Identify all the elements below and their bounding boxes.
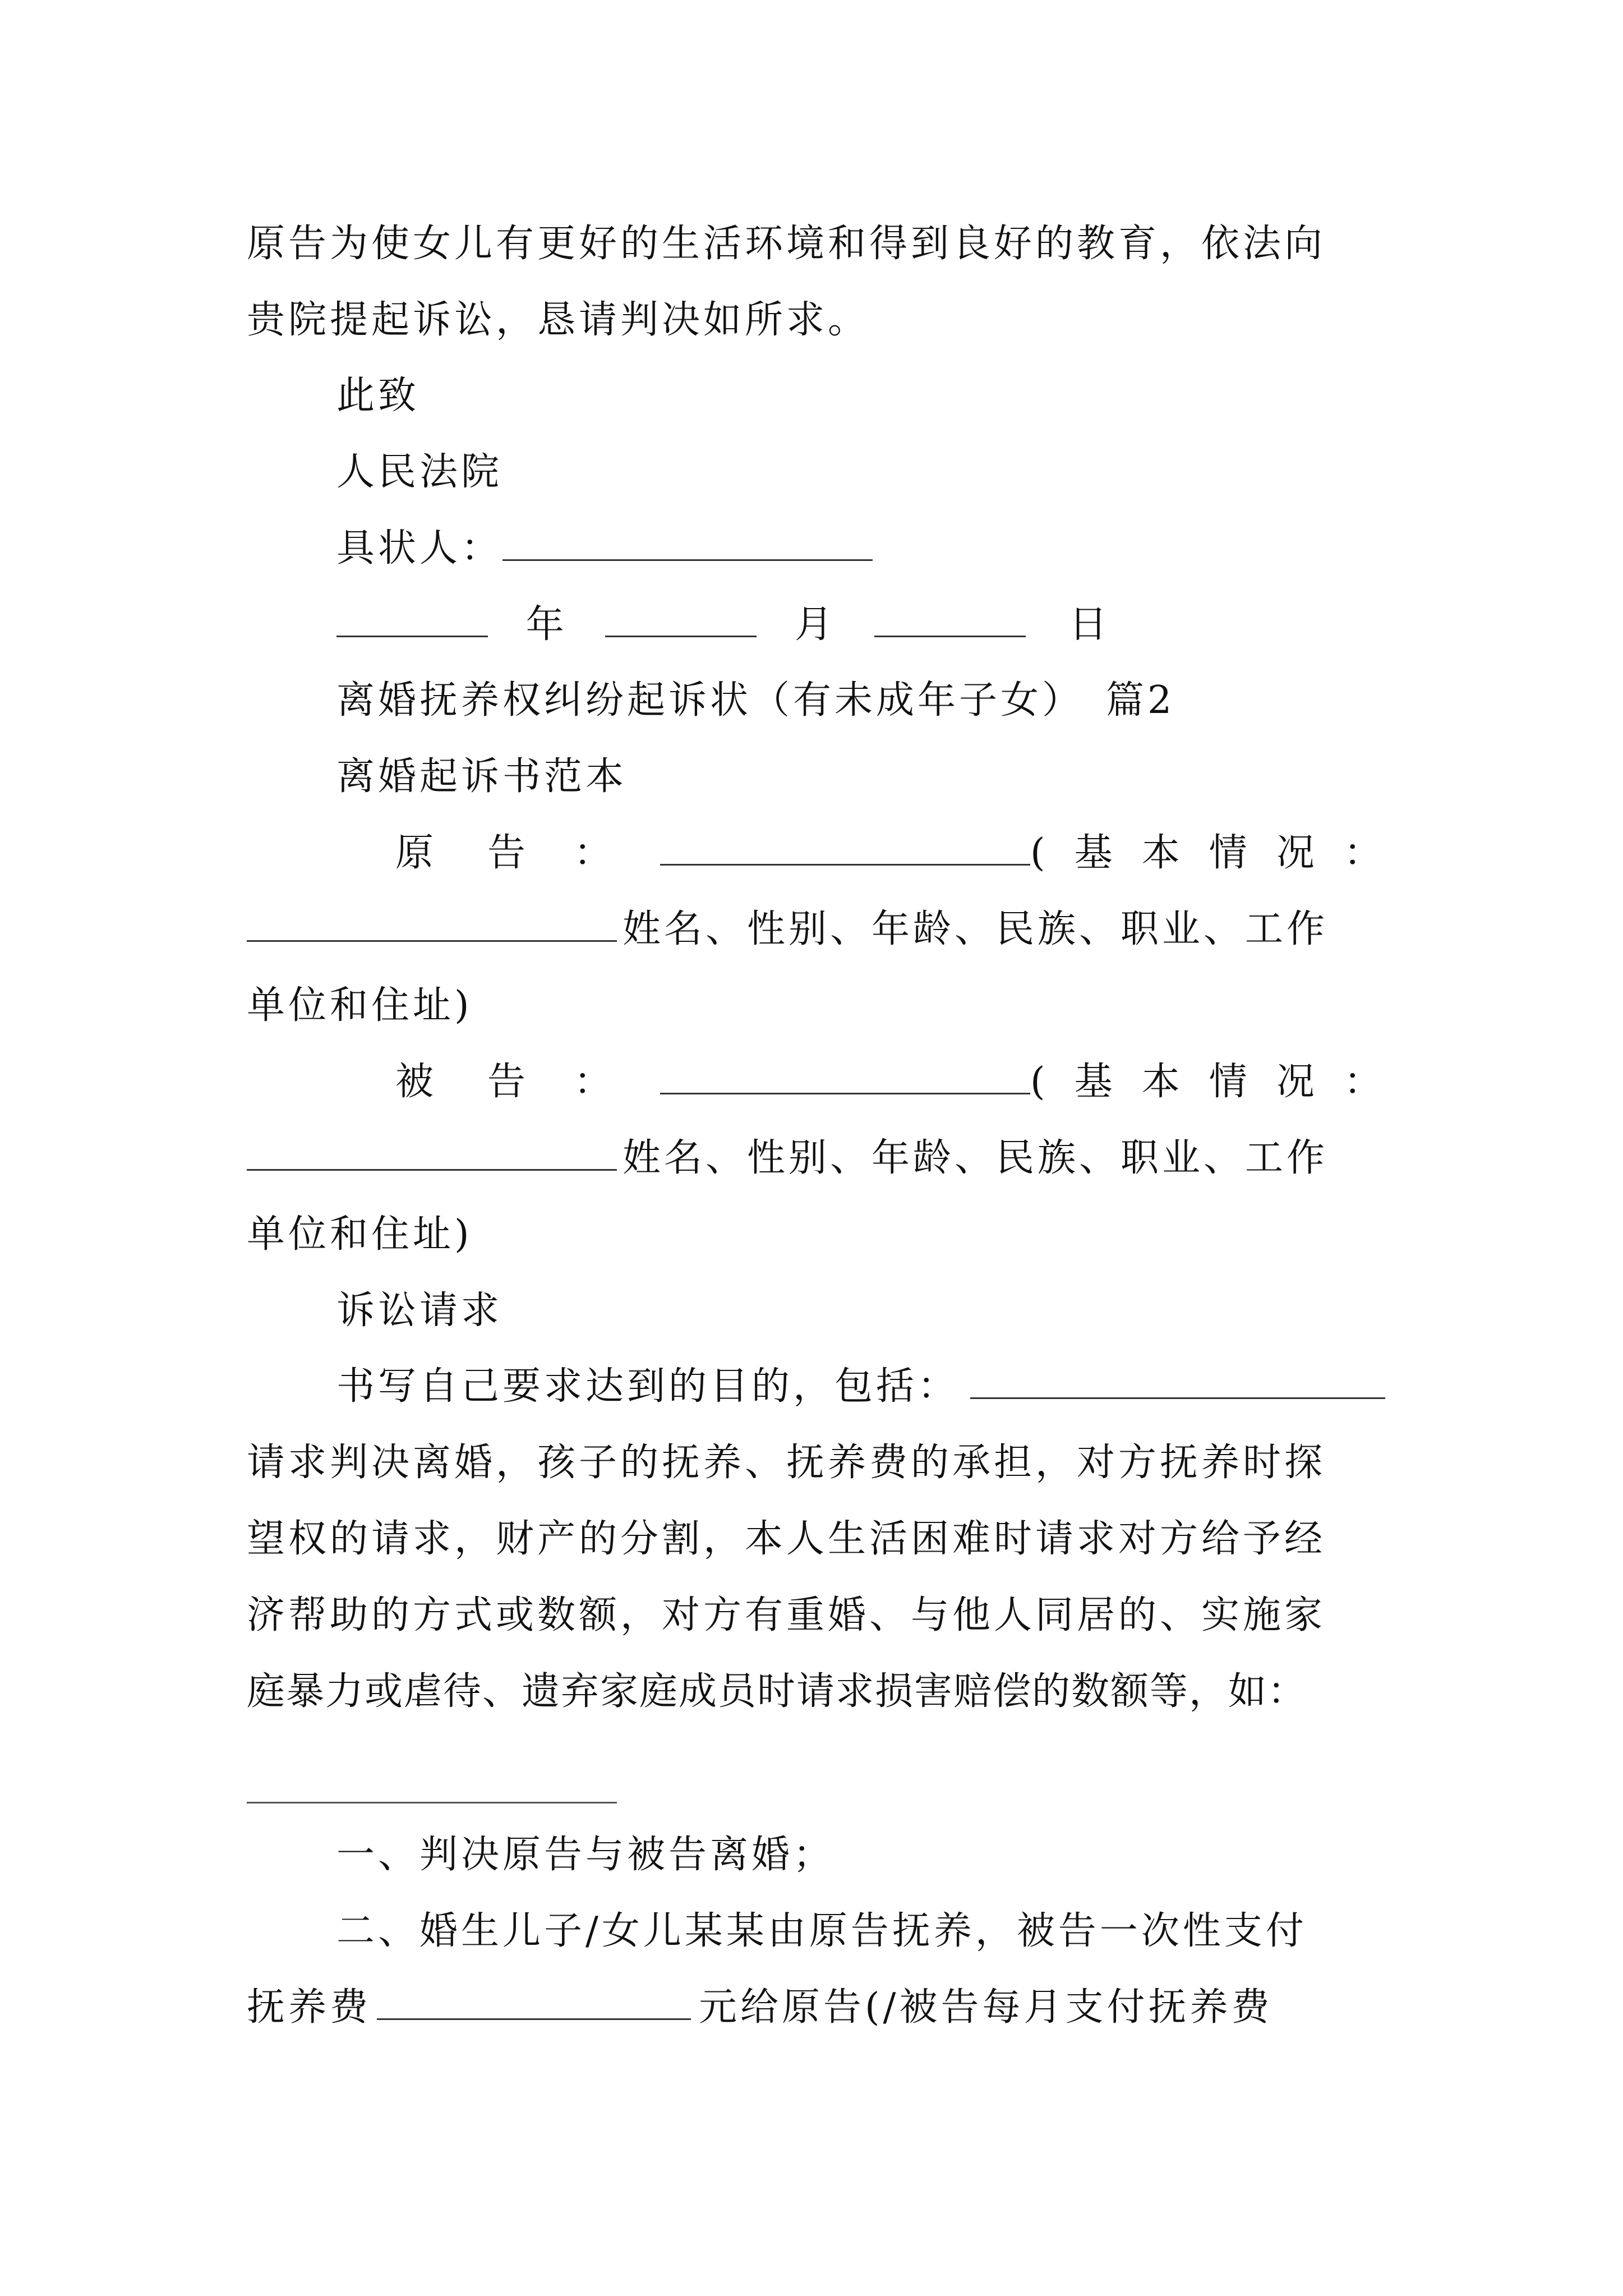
text-line: 贵院提起诉讼，恳请判决如所求。 — [247, 298, 870, 342]
claims-intro-line — [336, 1359, 1385, 1415]
info-char: 况 — [1276, 831, 1318, 875]
month-label: 月 — [794, 602, 836, 647]
defendant-detail-text: 姓名、性别、年龄、民族、职业、工作 — [623, 1136, 1329, 1180]
plaintiff-detail-cont — [247, 978, 1385, 1034]
info-char: 况 — [1276, 1060, 1318, 1104]
claims-line — [247, 1511, 1385, 1567]
day-label: 日 — [1069, 602, 1111, 647]
claims-line — [247, 1588, 1385, 1644]
court-name — [336, 444, 1385, 500]
signer-label: 具状人： — [336, 526, 503, 570]
template-title-text: 离婚起诉书范本 — [336, 754, 628, 799]
defendant-detail-cont — [247, 1207, 1385, 1263]
claim-item-2-cont — [247, 1980, 1385, 2036]
plaintiff-detail — [623, 901, 1385, 958]
plaintiff-line — [395, 825, 1385, 881]
claims-line — [247, 1435, 1385, 1491]
template-title — [336, 749, 1385, 805]
info-char: ： — [1343, 1060, 1385, 1104]
info-char: 本 — [1141, 831, 1183, 875]
claims-intro-blank — [970, 1361, 1385, 1399]
greeting-text: 此致 — [336, 374, 420, 418]
signer-blank — [502, 523, 873, 561]
greeting — [336, 368, 1385, 424]
info-char: 基 — [1074, 831, 1116, 875]
plaintiff-detail-cont-text: 单位和住址) — [247, 983, 473, 1028]
section-title — [336, 673, 1385, 729]
defendant-label-char: ： — [574, 1060, 616, 1104]
claims-text: 庭暴力或虐待、遗弃家庭成员时请求损害赔偿的数额等，如： — [247, 1669, 1307, 1714]
year-label: 年 — [525, 602, 568, 647]
defendant-info — [1030, 1054, 1385, 1110]
blank-rule — [247, 1802, 617, 1803]
claim-item-text: 一、判决原告与被告离婚； — [336, 1833, 835, 1877]
text-line: 原告为使女儿有更好的生活环境和得到良好的教育，依法向 — [247, 222, 1326, 266]
info-char: ( — [1030, 1060, 1049, 1104]
claims-text: 望权的请求，财产的分割，本人生活困难时请求对方给予经 — [247, 1517, 1326, 1561]
plaintiff-label-char: 告 — [487, 831, 529, 875]
claim-item-2 — [336, 1903, 1385, 1959]
month-blank — [605, 600, 757, 637]
day-blank — [874, 600, 1026, 637]
claims-text: 请求判决离婚，孩子的抚养、抚养费的承担，对方抚养时探 — [247, 1441, 1326, 1485]
info-char: 基 — [1074, 1060, 1116, 1104]
defendant-detail — [623, 1130, 1385, 1186]
info-char: ( — [1030, 831, 1049, 875]
plaintiff-detail-text: 姓名、性别、年龄、民族、职业、工作 — [623, 907, 1329, 951]
claim-item-text: 元给原告(/被告每月支付抚养费 — [699, 1985, 1273, 2030]
defendant-blank — [660, 1057, 1030, 1094]
info-char: 本 — [1141, 1060, 1183, 1104]
claims-text: 济帮助的方式或数额，对方有重婚、与他人同居的、实施家 — [247, 1593, 1326, 1637]
paragraph-line — [247, 216, 1385, 272]
claims-heading-text: 诉讼请求 — [336, 1289, 503, 1333]
plaintiff-info — [1030, 825, 1385, 881]
year-blank — [336, 600, 488, 637]
defendant-detail-blank — [247, 1133, 617, 1171]
defendant-label-char: 被 — [395, 1060, 437, 1104]
claim-item-text: 抚养费 — [247, 1985, 372, 2030]
support-fee-blank — [377, 1982, 691, 2020]
plaintiff-label-char: 原 — [395, 831, 437, 875]
plaintiff-detail-blank — [247, 904, 617, 942]
plaintiff-label-char: ： — [574, 831, 616, 875]
info-char: ： — [1343, 831, 1385, 875]
info-char: 情 — [1209, 831, 1251, 875]
claims-heading — [336, 1283, 1385, 1339]
defendant-detail-line — [247, 1130, 1385, 1186]
court-text: 人民法院 — [336, 450, 503, 494]
claims-intro-text: 书写自己要求达到的目的，包括： — [336, 1364, 960, 1409]
plaintiff-detail-line — [247, 901, 1385, 958]
claims-line — [247, 1664, 1385, 1720]
info-char: 情 — [1209, 1060, 1251, 1104]
claim-item-text: 二、婚生儿子/女儿某某由原告抚养，被告一次性支付 — [336, 1909, 1307, 1953]
date-line — [336, 597, 1385, 653]
paragraph-line — [247, 292, 1385, 348]
defendant-detail-cont-text: 单位和住址) — [247, 1212, 473, 1257]
plaintiff-blank — [660, 828, 1030, 866]
defendant-line — [395, 1054, 1385, 1110]
claim-item-1 — [336, 1827, 1385, 1883]
defendant-label-char: 告 — [487, 1060, 529, 1104]
signer-line — [336, 521, 1385, 577]
section-title-text: 离婚抚养权纠纷起诉状（有未成年子女） 篇2 — [336, 678, 1175, 723]
